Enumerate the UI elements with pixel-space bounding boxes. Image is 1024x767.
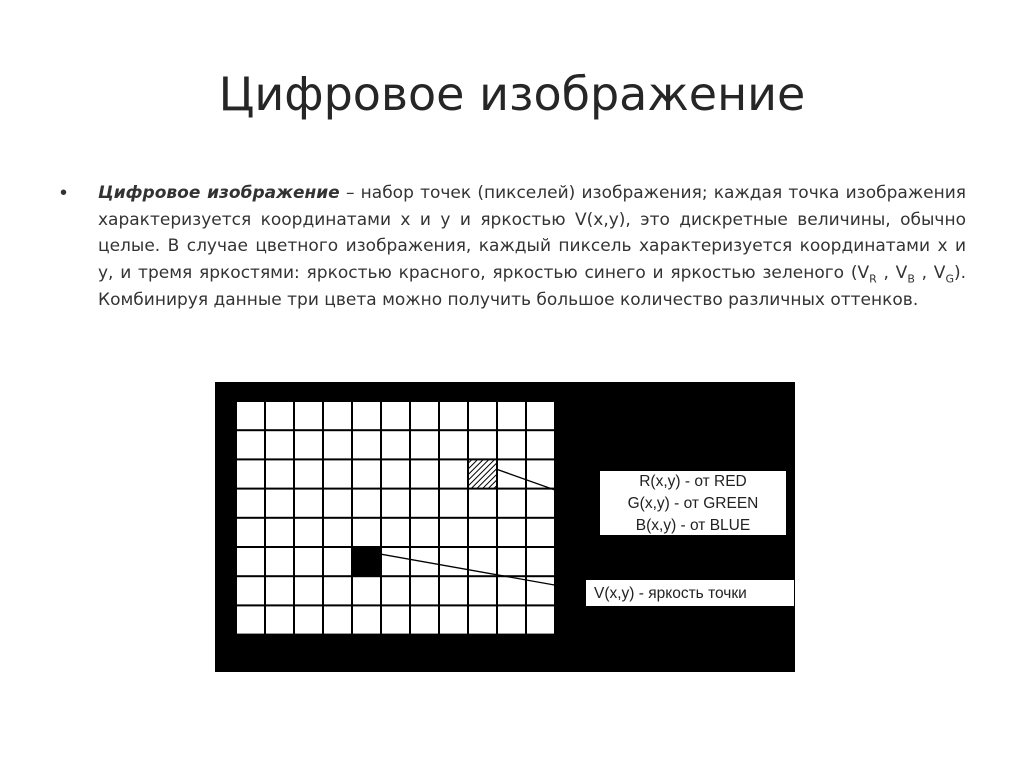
- grid-cell: [324, 577, 351, 604]
- grid-cell: [266, 548, 293, 575]
- grid-cell: [411, 402, 438, 429]
- grid-cell: [295, 431, 322, 458]
- grid-cell: [237, 431, 264, 458]
- grid-cell: [440, 577, 467, 604]
- grid-cell: [411, 490, 438, 517]
- grid-cell: [440, 606, 467, 633]
- bullet-term: Цифровое изображение: [98, 183, 340, 203]
- grid-cell: [237, 606, 264, 633]
- grid-cell: [498, 577, 525, 604]
- rgb-label-green: G(x,y) - от GREEN: [627, 495, 759, 512]
- bullet-paragraph: [98, 180, 966, 314]
- grid-cell: [469, 606, 496, 633]
- grid-cell: [382, 548, 409, 575]
- dark-pixel-cell: [353, 548, 380, 575]
- grid-cell: [237, 519, 264, 546]
- grid-cell: [324, 431, 351, 458]
- grid-cell: [324, 606, 351, 633]
- grid-cell: [266, 577, 293, 604]
- grid-cell: [382, 519, 409, 546]
- grid-cell: [527, 490, 554, 517]
- bullet-text-part1: – набор точек (пикселей) изображения; каждая точка изображения характеризуется координатами x и y и яркостью V(x,y), это дискретные величины, обычно целые. В случае цветного изображения, каждый пиксель характеризуется координатами x и y, и тремя яркостями: яркостью красного, яркостью синего и яркостью зеленого (V: [98, 183, 966, 284]
- grid-cell: [382, 606, 409, 633]
- grid-cell: [527, 402, 554, 429]
- bullet-marker: •: [60, 182, 68, 204]
- rgb-label-red: R(x,y) - от RED: [639, 473, 747, 490]
- grid-cell: [498, 402, 525, 429]
- bullet-text-part2: ). Комбинируя данные три цвета можно получить большое количество различных оттенков.: [98, 263, 967, 310]
- rgb-label-box: [599, 470, 787, 536]
- grid-cell: [266, 519, 293, 546]
- grid-cell: [411, 460, 438, 487]
- grid-cell: [324, 402, 351, 429]
- slide-title: Цифровое изображение: [218, 67, 806, 121]
- grid-cell: [324, 490, 351, 517]
- grid-cell: [498, 606, 525, 633]
- grid-cell: [237, 460, 264, 487]
- grid-cell: [440, 548, 467, 575]
- grid-cell: [382, 460, 409, 487]
- grid-cell: [382, 402, 409, 429]
- grid-cell: [411, 431, 438, 458]
- grid-cell: [527, 606, 554, 633]
- grid-cell: [237, 577, 264, 604]
- grid-cell: [411, 577, 438, 604]
- subscript-r: R: [869, 272, 877, 286]
- rgb-label-blue: B(x,y) - от BLUE: [635, 517, 751, 534]
- grid-cell: [527, 548, 554, 575]
- subscript-g: G: [945, 272, 954, 286]
- grid-cell: [469, 402, 496, 429]
- grid-cell: [527, 431, 554, 458]
- grid-cell: [295, 548, 322, 575]
- grid-cell: [237, 490, 264, 517]
- grid-cell: [266, 402, 293, 429]
- grid-cell: [498, 431, 525, 458]
- grid-cell: [498, 519, 525, 546]
- grid-cell: [353, 431, 380, 458]
- grid-cell: [498, 548, 525, 575]
- grid-cell: [237, 402, 264, 429]
- subscript-b: B: [907, 272, 915, 286]
- bullet-list: [60, 180, 966, 350]
- brightness-label-box: V(x,y) - яркость точки: [585, 579, 795, 607]
- grid-cell: [266, 606, 293, 633]
- grid-cell: [440, 402, 467, 429]
- bullet-sep2: , V: [914, 263, 946, 284]
- grid-cell: [295, 460, 322, 487]
- grid-cell: [382, 577, 409, 604]
- grid-cell: [295, 402, 322, 429]
- grid-cell: [440, 519, 467, 546]
- grid-cell: [440, 431, 467, 458]
- grid-cell: [469, 431, 496, 458]
- grid-cell: [469, 519, 496, 546]
- grid-cell: [527, 460, 554, 487]
- hatched-pixel-cell: [469, 460, 496, 487]
- grid-cell: [237, 548, 264, 575]
- grid-cell: [353, 402, 380, 429]
- grid-cell: [324, 548, 351, 575]
- grid-cell: [266, 460, 293, 487]
- bullet-sep1: , V: [876, 263, 908, 284]
- grid-cell: [382, 490, 409, 517]
- grid-cell: [353, 519, 380, 546]
- grid-cell: [469, 577, 496, 604]
- grid-cell: [295, 519, 322, 546]
- grid-cell: [324, 460, 351, 487]
- grid-cell: [440, 460, 467, 487]
- grid-cell: [411, 606, 438, 633]
- grid-cell: [324, 519, 351, 546]
- grid-cell: [411, 519, 438, 546]
- grid-cell: [353, 490, 380, 517]
- grid-cell: [353, 577, 380, 604]
- grid-cell: [295, 577, 322, 604]
- grid-cell: [266, 431, 293, 458]
- grid-cell: [353, 606, 380, 633]
- grid-cell: [295, 490, 322, 517]
- grid-cell: [382, 431, 409, 458]
- grid-cell: [266, 490, 293, 517]
- grid-cell: [440, 490, 467, 517]
- grid-cell: [469, 490, 496, 517]
- grid-cell: [353, 460, 380, 487]
- pixel-grid-figure: [215, 382, 795, 672]
- grid-cell: [527, 519, 554, 546]
- grid-cell: [498, 490, 525, 517]
- grid-cell: [295, 606, 322, 633]
